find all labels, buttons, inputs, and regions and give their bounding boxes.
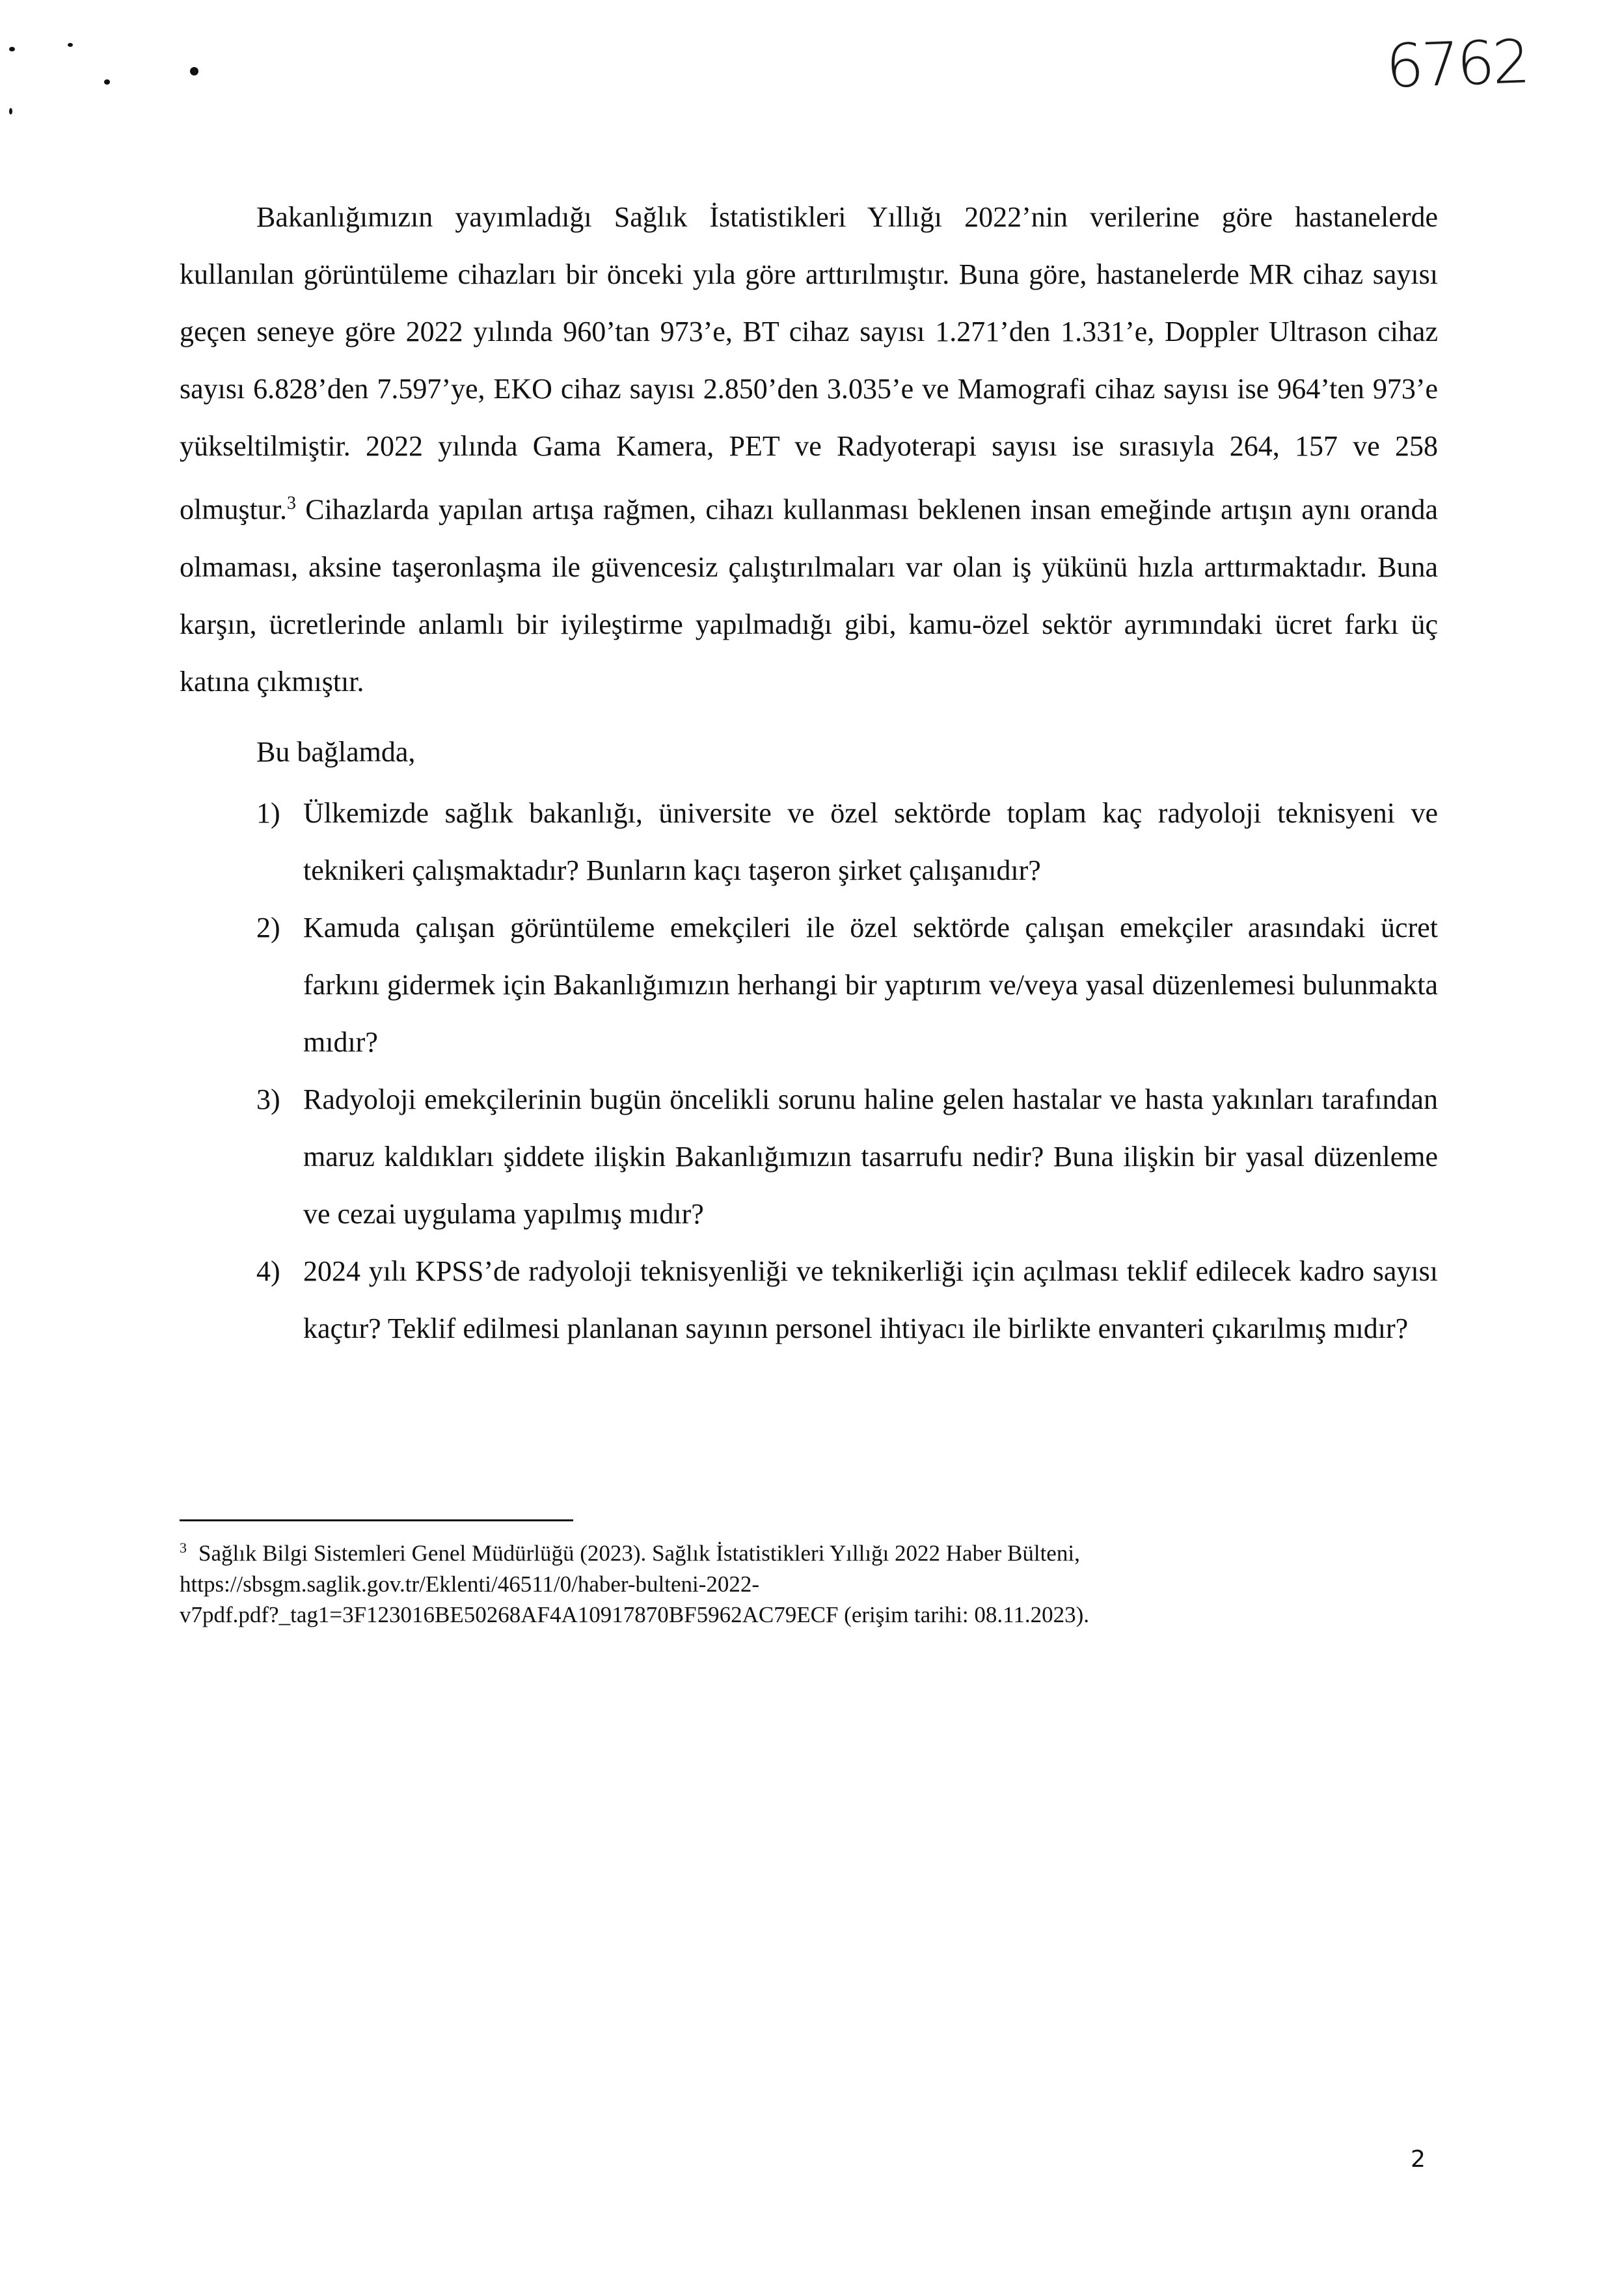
question-item: [180, 1071, 1438, 1243]
footnote-number: 3: [180, 1540, 187, 1556]
page-number: 2: [1411, 2146, 1426, 2173]
question-item: [180, 1243, 1438, 1357]
handwritten-document-number: 6762: [1385, 27, 1529, 102]
scan-speck: [190, 67, 198, 75]
footnote-url-line-2: v7pdf.pdf?_tag1=3F123016BE50268AF4A10917870BF5962AC79ECF (erişim tarihi: 08.11.2023).: [180, 1601, 1090, 1627]
footnote-reference: 3: [287, 493, 297, 513]
question-text: Ülkemizde sağlık bakanlığı, üniversite ve özel sektörde toplam kaç radyoloji teknisyeni ve teknikeri çalışmaktadır? Bunların kaçı taşeron şirket çalışanıdır?: [303, 796, 1438, 886]
footnote-line-1: [180, 1532, 1438, 1569]
footnote: [180, 1532, 1438, 1630]
question-list: [180, 785, 1438, 1357]
scan-speck: [9, 108, 12, 115]
intro-paragraph: [180, 189, 1438, 711]
paragraph-text-part1: Bakanlığımızın yayımladığı Sağlık İstatistikleri Yıllığı 2022’nin verilerine göre hastanelerde kullanılan görüntüleme cihazları bir önceki yıla göre arttırılmıştır. Buna göre, hastanelerde MR cihaz sayısı geçen seneye göre 2022 yılında 960’tan 973’e, BT cihaz sayısı 1.271’den 1.331’e, Doppler Ultrason cihaz sayısı 6.828’den 7.597’ye, EKO cihaz sayısı 2.850’den 3.035’e ve Mamografi cihaz sayısı ise 964’ten 973’e yükseltilmiştir. 2022 yılında Gama Kamera, PET ve Radyoterapi sayısı ise sırasıyla 264, 157 ve 258 olmuştur.: [180, 201, 1438, 526]
question-text: 2024 yılı KPSS’de radyoloji teknisyenliği ve teknikerliği için açılması teklif edilecek kadro sayısı kaçtır? Teklif edilmesi planlanan sayının personel ihtiyacı ile birlikte envanteri çıkarılmış mıdır?: [303, 1255, 1438, 1344]
question-number: 3): [256, 1083, 280, 1115]
document-body: [180, 189, 1438, 1357]
footnote-citation: Sağlık Bilgi Sistemleri Genel Müdürlüğü (2023). Sağlık İstatistikleri Yıllığı 2022 Haber Bülteni,: [198, 1540, 1080, 1566]
question-text: Radyoloji emekçilerinin bugün öncelikli sorunu haline gelen hastalar ve hasta yakınları tarafından maruz kaldıkları şiddete ilişkin Bakanlığımızın tasarrufu nedir? Buna ilişkin bir yasal düzenleme ve cezai uygulama yapılmış mıdır?: [303, 1083, 1438, 1230]
question-number: 1): [256, 796, 280, 829]
question-text: Kamuda çalışan görüntüleme emekçileri ile özel sektörde çalışan emekçiler arasındaki ücret farkını gidermek için Bakanlığımızın herhangi bir yaptırım ve/veya yasal düzenlemesi bulunmakta mıdır?: [303, 911, 1438, 1058]
lead-in: Bu bağlamda,: [256, 735, 416, 768]
question-item: [180, 899, 1438, 1071]
question-item: [180, 785, 1438, 899]
scan-speck: [9, 47, 15, 51]
question-number: 4): [256, 1255, 280, 1287]
question-number: 2): [256, 911, 280, 944]
footnote-separator: [180, 1519, 573, 1521]
scan-speck: [68, 43, 73, 47]
scan-speck: [104, 79, 110, 85]
footnote-url-line: https://sbsgm.saglik.gov.tr/Eklenti/46511/0/haber-bulteni-2022-: [180, 1571, 760, 1597]
paragraph-text-part2: Cihazlarda yapılan artışa rağmen, cihazı kullanması beklenen insan emeğinde artışın aynı oranda olmaması, aksine taşeronlaşma ile güvencesiz çalıştırılmaları var olan iş yükünü hızla arttırmaktadır. Buna karşın, ücretlerinde anlamlı bir iyileştirme yapılmadığı gibi, kamu-özel sektör ayrımındaki ücret farkı üç katına çıkmıştır.: [180, 493, 1438, 698]
